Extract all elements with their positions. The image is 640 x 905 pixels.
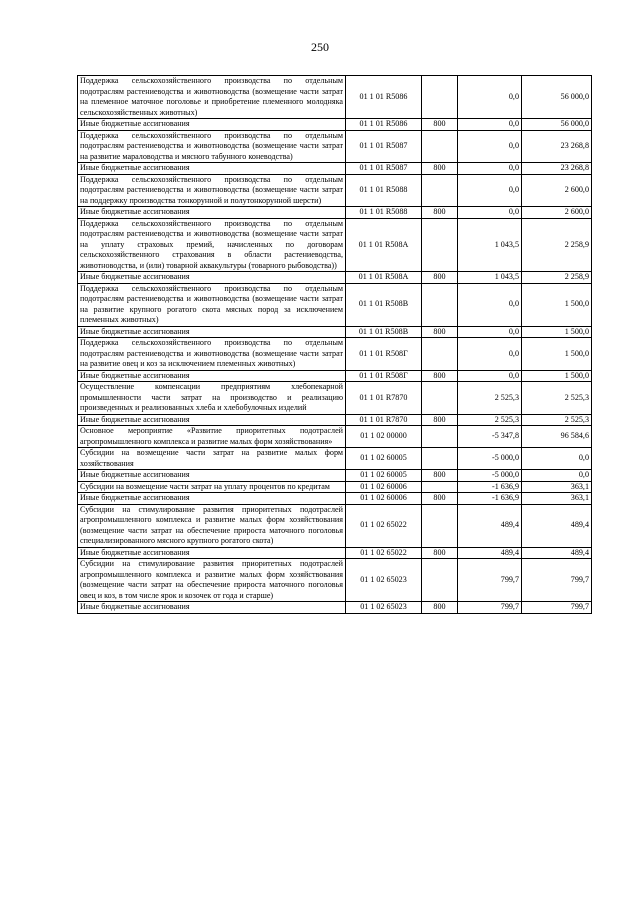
target-code-cell: 01 1 01 R7870 bbox=[346, 382, 422, 415]
target-code-cell: 01 1 01 R508A bbox=[346, 218, 422, 272]
target-code-cell: 01 1 01 R5087 bbox=[346, 130, 422, 163]
total-amount-cell: 1 500,0 bbox=[522, 283, 592, 326]
change-amount-cell: 0,0 bbox=[458, 283, 522, 326]
change-amount-cell: 2 525,3 bbox=[458, 414, 522, 426]
total-amount-cell: 23 268,8 bbox=[522, 130, 592, 163]
change-amount-cell: 799,7 bbox=[458, 602, 522, 614]
table-row bbox=[78, 119, 592, 131]
item-name-cell: Основное мероприятие «Развитие приоритетных подотраслей агропромышленного комплекса и развитие малых форм хозяйствования» bbox=[78, 426, 346, 448]
total-amount-cell: 363,1 bbox=[522, 493, 592, 505]
table-row bbox=[78, 382, 592, 415]
target-code-cell: 01 1 02 60006 bbox=[346, 481, 422, 493]
total-amount-cell: 2 525,3 bbox=[522, 382, 592, 415]
table-row bbox=[78, 207, 592, 219]
change-amount-cell: 1 043,5 bbox=[458, 218, 522, 272]
change-amount-cell: 1 043,5 bbox=[458, 272, 522, 284]
target-code-cell: 01 1 01 R5086 bbox=[346, 119, 422, 131]
expense-type-cell bbox=[422, 218, 458, 272]
table-row bbox=[78, 272, 592, 284]
total-amount-cell: 96 584,6 bbox=[522, 426, 592, 448]
change-amount-cell: 489,4 bbox=[458, 547, 522, 559]
change-amount-cell: 0,0 bbox=[458, 326, 522, 338]
change-amount-cell: 2 525,3 bbox=[458, 382, 522, 415]
table-row bbox=[78, 130, 592, 163]
item-name-cell: Субсидии на стимулирование развития приоритетных подотраслей агропромышленного комплекса и развитие малых форм хозяйствования (возмещение части затрат на обеспечение прироста маточного поголовья специализированного мясного крупного рогатого скота) bbox=[78, 504, 346, 547]
item-name-cell: Иные бюджетные ассигнования bbox=[78, 326, 346, 338]
table-row bbox=[78, 426, 592, 448]
table-row bbox=[78, 470, 592, 482]
change-amount-cell: 0,0 bbox=[458, 76, 522, 119]
target-code-cell: 01 1 01 R5086 bbox=[346, 76, 422, 119]
budget-table-body bbox=[78, 76, 592, 614]
target-code-cell: 01 1 01 R5088 bbox=[346, 207, 422, 219]
total-amount-cell: 363,1 bbox=[522, 481, 592, 493]
budget-table bbox=[77, 75, 592, 614]
item-name-cell: Иные бюджетные ассигнования bbox=[78, 207, 346, 219]
expense-type-cell: 800 bbox=[422, 493, 458, 505]
change-amount-cell: -5 000,0 bbox=[458, 448, 522, 470]
target-code-cell: 01 1 02 60005 bbox=[346, 470, 422, 482]
item-name-cell: Осуществление компенсации предприятиям хлебопекарной промышленности части затрат на производство и реализацию произведенных и реализованных хлеба и хлебобулочных изделий bbox=[78, 382, 346, 415]
item-name-cell: Поддержка сельскохозяйственного производства по отдельным подотраслям растениеводства и животноводства (возмещение части затрат на развитие крупного рогатого скота мясных пород за исключением племенных животных) bbox=[78, 283, 346, 326]
target-code-cell: 01 1 02 65022 bbox=[346, 547, 422, 559]
table-row bbox=[78, 481, 592, 493]
item-name-cell: Субсидии на возмещение части затрат на развитие малых форм хозяйствования bbox=[78, 448, 346, 470]
change-amount-cell: -1 636,9 bbox=[458, 493, 522, 505]
target-code-cell: 01 1 02 65023 bbox=[346, 602, 422, 614]
table-row bbox=[78, 493, 592, 505]
page-number: 250 bbox=[311, 40, 329, 54]
change-amount-cell: 0,0 bbox=[458, 163, 522, 175]
item-name-cell: Иные бюджетные ассигнования bbox=[78, 493, 346, 505]
table-row bbox=[78, 370, 592, 382]
item-name-cell: Иные бюджетные ассигнования bbox=[78, 119, 346, 131]
total-amount-cell: 2 258,9 bbox=[522, 272, 592, 284]
change-amount-cell: 0,0 bbox=[458, 119, 522, 131]
item-name-cell: Иные бюджетные ассигнования bbox=[78, 547, 346, 559]
target-code-cell: 01 1 01 R508B bbox=[346, 326, 422, 338]
total-amount-cell: 1 500,0 bbox=[522, 326, 592, 338]
expense-type-cell: 800 bbox=[422, 370, 458, 382]
table-row bbox=[78, 76, 592, 119]
expense-type-cell: 800 bbox=[422, 163, 458, 175]
item-name-cell: Иные бюджетные ассигнования bbox=[78, 470, 346, 482]
expense-type-cell bbox=[422, 426, 458, 448]
item-name-cell: Поддержка сельскохозяйственного производства по отдельным подотраслям растениеводства и животноводства (возмещение части затрат на племенное маточное поголовье и приобретение племенного молодняка сельскохозяйственных животных) bbox=[78, 76, 346, 119]
change-amount-cell: -1 636,9 bbox=[458, 481, 522, 493]
target-code-cell: 01 1 01 R508Г bbox=[346, 370, 422, 382]
total-amount-cell: 799,7 bbox=[522, 602, 592, 614]
total-amount-cell: 1 500,0 bbox=[522, 370, 592, 382]
total-amount-cell: 2 600,0 bbox=[522, 174, 592, 207]
item-name-cell: Поддержка сельскохозяйственного производства по отдельным подотраслям растениеводства и животноводства (возмещение части затрат на развитие овец и коз за исключением племенных животных) bbox=[78, 338, 346, 371]
item-name-cell: Поддержка сельскохозяйственного производства по отдельным подотраслям растениеводства и животноводства (возмещение части затрат на развитие мараловодства и мясного табунного коневодства) bbox=[78, 130, 346, 163]
total-amount-cell: 2 525,3 bbox=[522, 414, 592, 426]
item-name-cell: Поддержка сельскохозяйственного производства по отдельным подотраслям растениеводства и животноводства (возмещение части затрат на поддержку производства тонкорунной и полутонкорунной шерсти) bbox=[78, 174, 346, 207]
total-amount-cell: 2 258,9 bbox=[522, 218, 592, 272]
table-row bbox=[78, 283, 592, 326]
item-name-cell: Субсидии на стимулирование развития приоритетных подотраслей агропромышленного комплекса и развитие малых форм хозяйствования (возмещение части затрат на обеспечение прироста маточного поголовья овец и коз, в том числе ярок и козочек от года и старше) bbox=[78, 559, 346, 602]
target-code-cell: 01 1 02 60005 bbox=[346, 448, 422, 470]
expense-type-cell: 800 bbox=[422, 119, 458, 131]
table-row bbox=[78, 218, 592, 272]
item-name-cell: Иные бюджетные ассигнования bbox=[78, 370, 346, 382]
table-row bbox=[78, 414, 592, 426]
total-amount-cell: 1 500,0 bbox=[522, 338, 592, 371]
target-code-cell: 01 1 02 65023 bbox=[346, 559, 422, 602]
change-amount-cell: -5 347,8 bbox=[458, 426, 522, 448]
table-row bbox=[78, 448, 592, 470]
table-row bbox=[78, 547, 592, 559]
change-amount-cell: 0,0 bbox=[458, 130, 522, 163]
item-name-cell: Иные бюджетные ассигнования bbox=[78, 272, 346, 284]
expense-type-cell bbox=[422, 481, 458, 493]
item-name-cell: Иные бюджетные ассигнования bbox=[78, 414, 346, 426]
change-amount-cell: -5 000,0 bbox=[458, 470, 522, 482]
expense-type-cell bbox=[422, 559, 458, 602]
item-name-cell: Иные бюджетные ассигнования bbox=[78, 163, 346, 175]
target-code-cell: 01 1 01 R508Г bbox=[346, 338, 422, 371]
item-name-cell: Поддержка сельскохозяйственного производства по отдельным подотраслям растениеводства и животноводства (возмещение части затрат на уплату страховых премий, начисленных по договорам сельскохозяйственного страхования в области растениеводства, животноводства, и (или) товарной аквакультуры (товарного рыбоводства)) bbox=[78, 218, 346, 272]
change-amount-cell: 799,7 bbox=[458, 559, 522, 602]
expense-type-cell: 800 bbox=[422, 602, 458, 614]
expense-type-cell bbox=[422, 448, 458, 470]
change-amount-cell: 0,0 bbox=[458, 370, 522, 382]
table-row bbox=[78, 559, 592, 602]
target-code-cell: 01 1 01 R5087 bbox=[346, 163, 422, 175]
target-code-cell: 01 1 02 65022 bbox=[346, 504, 422, 547]
total-amount-cell: 56 000,0 bbox=[522, 119, 592, 131]
item-name-cell: Субсидии на возмещение части затрат на уплату процентов по кредитам bbox=[78, 481, 346, 493]
change-amount-cell: 0,0 bbox=[458, 338, 522, 371]
table-row bbox=[78, 602, 592, 614]
change-amount-cell: 0,0 bbox=[458, 174, 522, 207]
expense-type-cell bbox=[422, 130, 458, 163]
total-amount-cell: 0,0 bbox=[522, 470, 592, 482]
expense-type-cell bbox=[422, 283, 458, 326]
target-code-cell: 01 1 01 R7870 bbox=[346, 414, 422, 426]
total-amount-cell: 2 600,0 bbox=[522, 207, 592, 219]
expense-type-cell bbox=[422, 382, 458, 415]
change-amount-cell: 489,4 bbox=[458, 504, 522, 547]
total-amount-cell: 56 000,0 bbox=[522, 76, 592, 119]
table-row bbox=[78, 174, 592, 207]
target-code-cell: 01 1 01 R5088 bbox=[346, 174, 422, 207]
expense-type-cell: 800 bbox=[422, 207, 458, 219]
target-code-cell: 01 1 02 00000 bbox=[346, 426, 422, 448]
expense-type-cell bbox=[422, 174, 458, 207]
total-amount-cell: 23 268,8 bbox=[522, 163, 592, 175]
target-code-cell: 01 1 01 R508A bbox=[346, 272, 422, 284]
target-code-cell: 01 1 01 R508B bbox=[346, 283, 422, 326]
expense-type-cell bbox=[422, 76, 458, 119]
expense-type-cell: 800 bbox=[422, 414, 458, 426]
table-row bbox=[78, 326, 592, 338]
table-row bbox=[78, 504, 592, 547]
total-amount-cell: 489,4 bbox=[522, 547, 592, 559]
expense-type-cell: 800 bbox=[422, 272, 458, 284]
total-amount-cell: 799,7 bbox=[522, 559, 592, 602]
table-row bbox=[78, 338, 592, 371]
expense-type-cell bbox=[422, 504, 458, 547]
expense-type-cell: 800 bbox=[422, 547, 458, 559]
total-amount-cell: 489,4 bbox=[522, 504, 592, 547]
expense-type-cell bbox=[422, 338, 458, 371]
change-amount-cell: 0,0 bbox=[458, 207, 522, 219]
expense-type-cell: 800 bbox=[422, 470, 458, 482]
expense-type-cell: 800 bbox=[422, 326, 458, 338]
item-name-cell: Иные бюджетные ассигнования bbox=[78, 602, 346, 614]
target-code-cell: 01 1 02 60006 bbox=[346, 493, 422, 505]
table-row bbox=[78, 163, 592, 175]
total-amount-cell: 0,0 bbox=[522, 448, 592, 470]
